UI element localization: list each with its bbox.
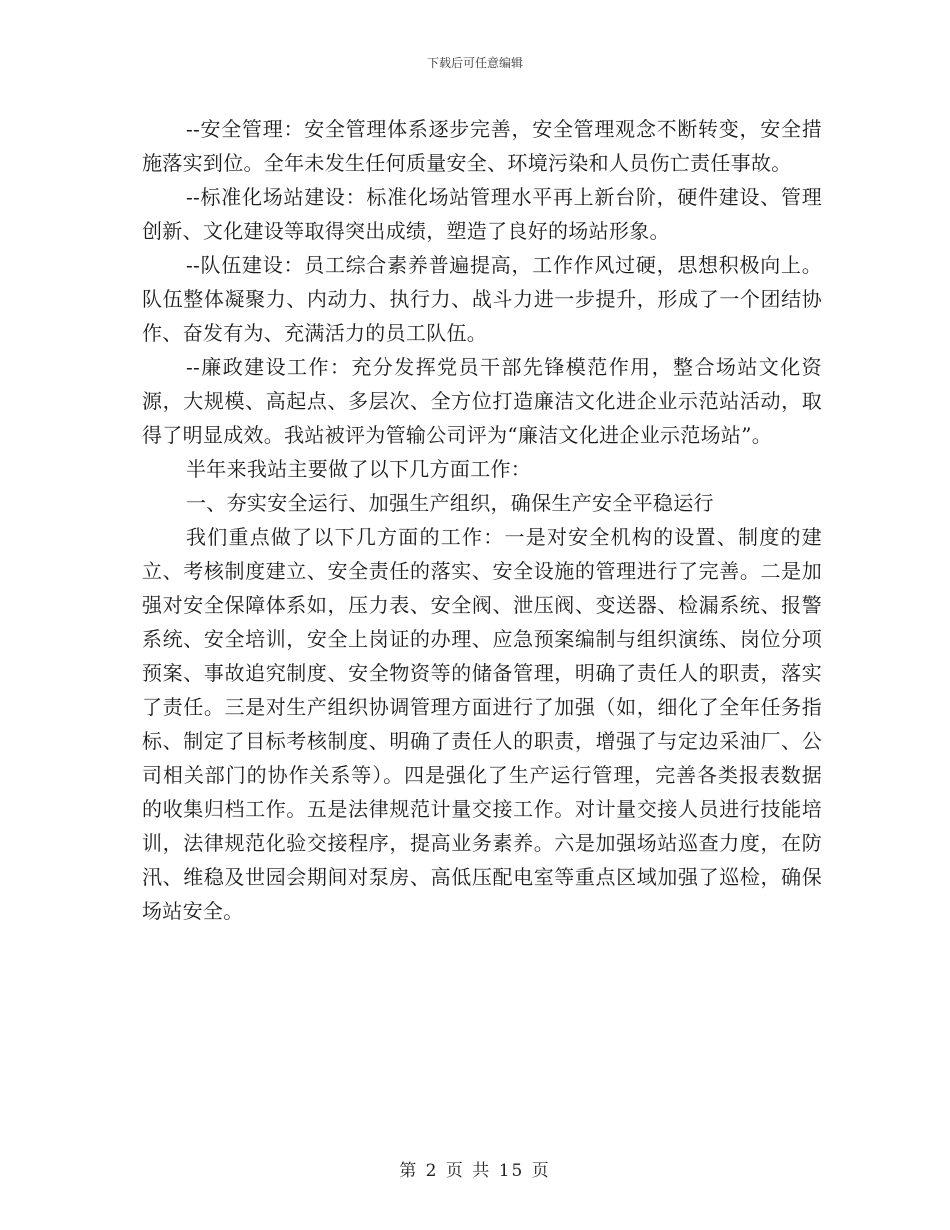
page-number-footer: 第 2 页 共 15 页 <box>399 1161 551 1181</box>
document-body <box>142 112 822 928</box>
paragraph-work-intro: 半年来我站主要做了以下几方面工作： <box>186 457 532 481</box>
paragraph-standardized-station: --标准化场站建设：标准化场站管理水平再上新台阶，硬件建设、管理创新、文化建设等取得突出成绩，塑造了良好的场站形象。 <box>142 185 822 243</box>
paragraph-key-work: 我们重点做了以下几方面的工作：一是对安全机构的设置、制度的建立、考核制度建立、安全责任的落实、安全设施的管理进行了完善。二是加强对安全保障体系如，压力表、安全阀、泄压阀、变送器、检漏系统、报警系统、安全培训，安全上岗证的办理、应急预案编制与组织演练、岗位分项预案、事故追究制度、安全物资等的储备管理，明确了责任人的职责，落实了责任。三是对生产组织协调管理方面进行了加强（如，细化了全年任务指标、制定了目标考核制度、明确了责任人的职责，增强了与定边采油厂、公司相关部门的协作关系等）。四是强化了生产运行管理，完善各类报表数据的收集归档工作。五是法律规范计量交接工作。对计量交接人员进行技能培训，法律规范化验交接程序，提高业务素养。六是加强场站巡查力度，在防汛、维稳及世园会期间对泵房、高低压配电室等重点区域加强了巡检，确保场站安全。 <box>142 525 822 923</box>
section-heading-1: 一、夯实安全运行、加强生产组织，确保生产安全平稳运行 <box>186 491 714 515</box>
paragraph-team-building: --队伍建设：员工综合素养普遍提高，工作作风过硬，思想积极向上。队伍整体凝聚力、内动力、执行力、战斗力进一步提升，形成了一个团结协作、奋发有为、充满活力的员工队伍。 <box>142 253 822 345</box>
page-header: 下载后可任意编辑 <box>426 56 523 70</box>
paragraph-safety-management: --安全管理：安全管理体系逐步完善，安全管理观念不断转变，安全措施落实到位。全年未发生任何质量安全、环境污染和人员伤亡责任事故。 <box>142 117 822 175</box>
paragraph-integrity-building: --廉政建设工作：充分发挥党员干部先锋模范作用，整合场站文化资源，大规模、高起点、多层次、全方位打造廉洁文化进企业示范站活动，取得了明显成效。我站被评为管输公司评为“廉洁文化进企业示范场站”。 <box>142 355 822 447</box>
